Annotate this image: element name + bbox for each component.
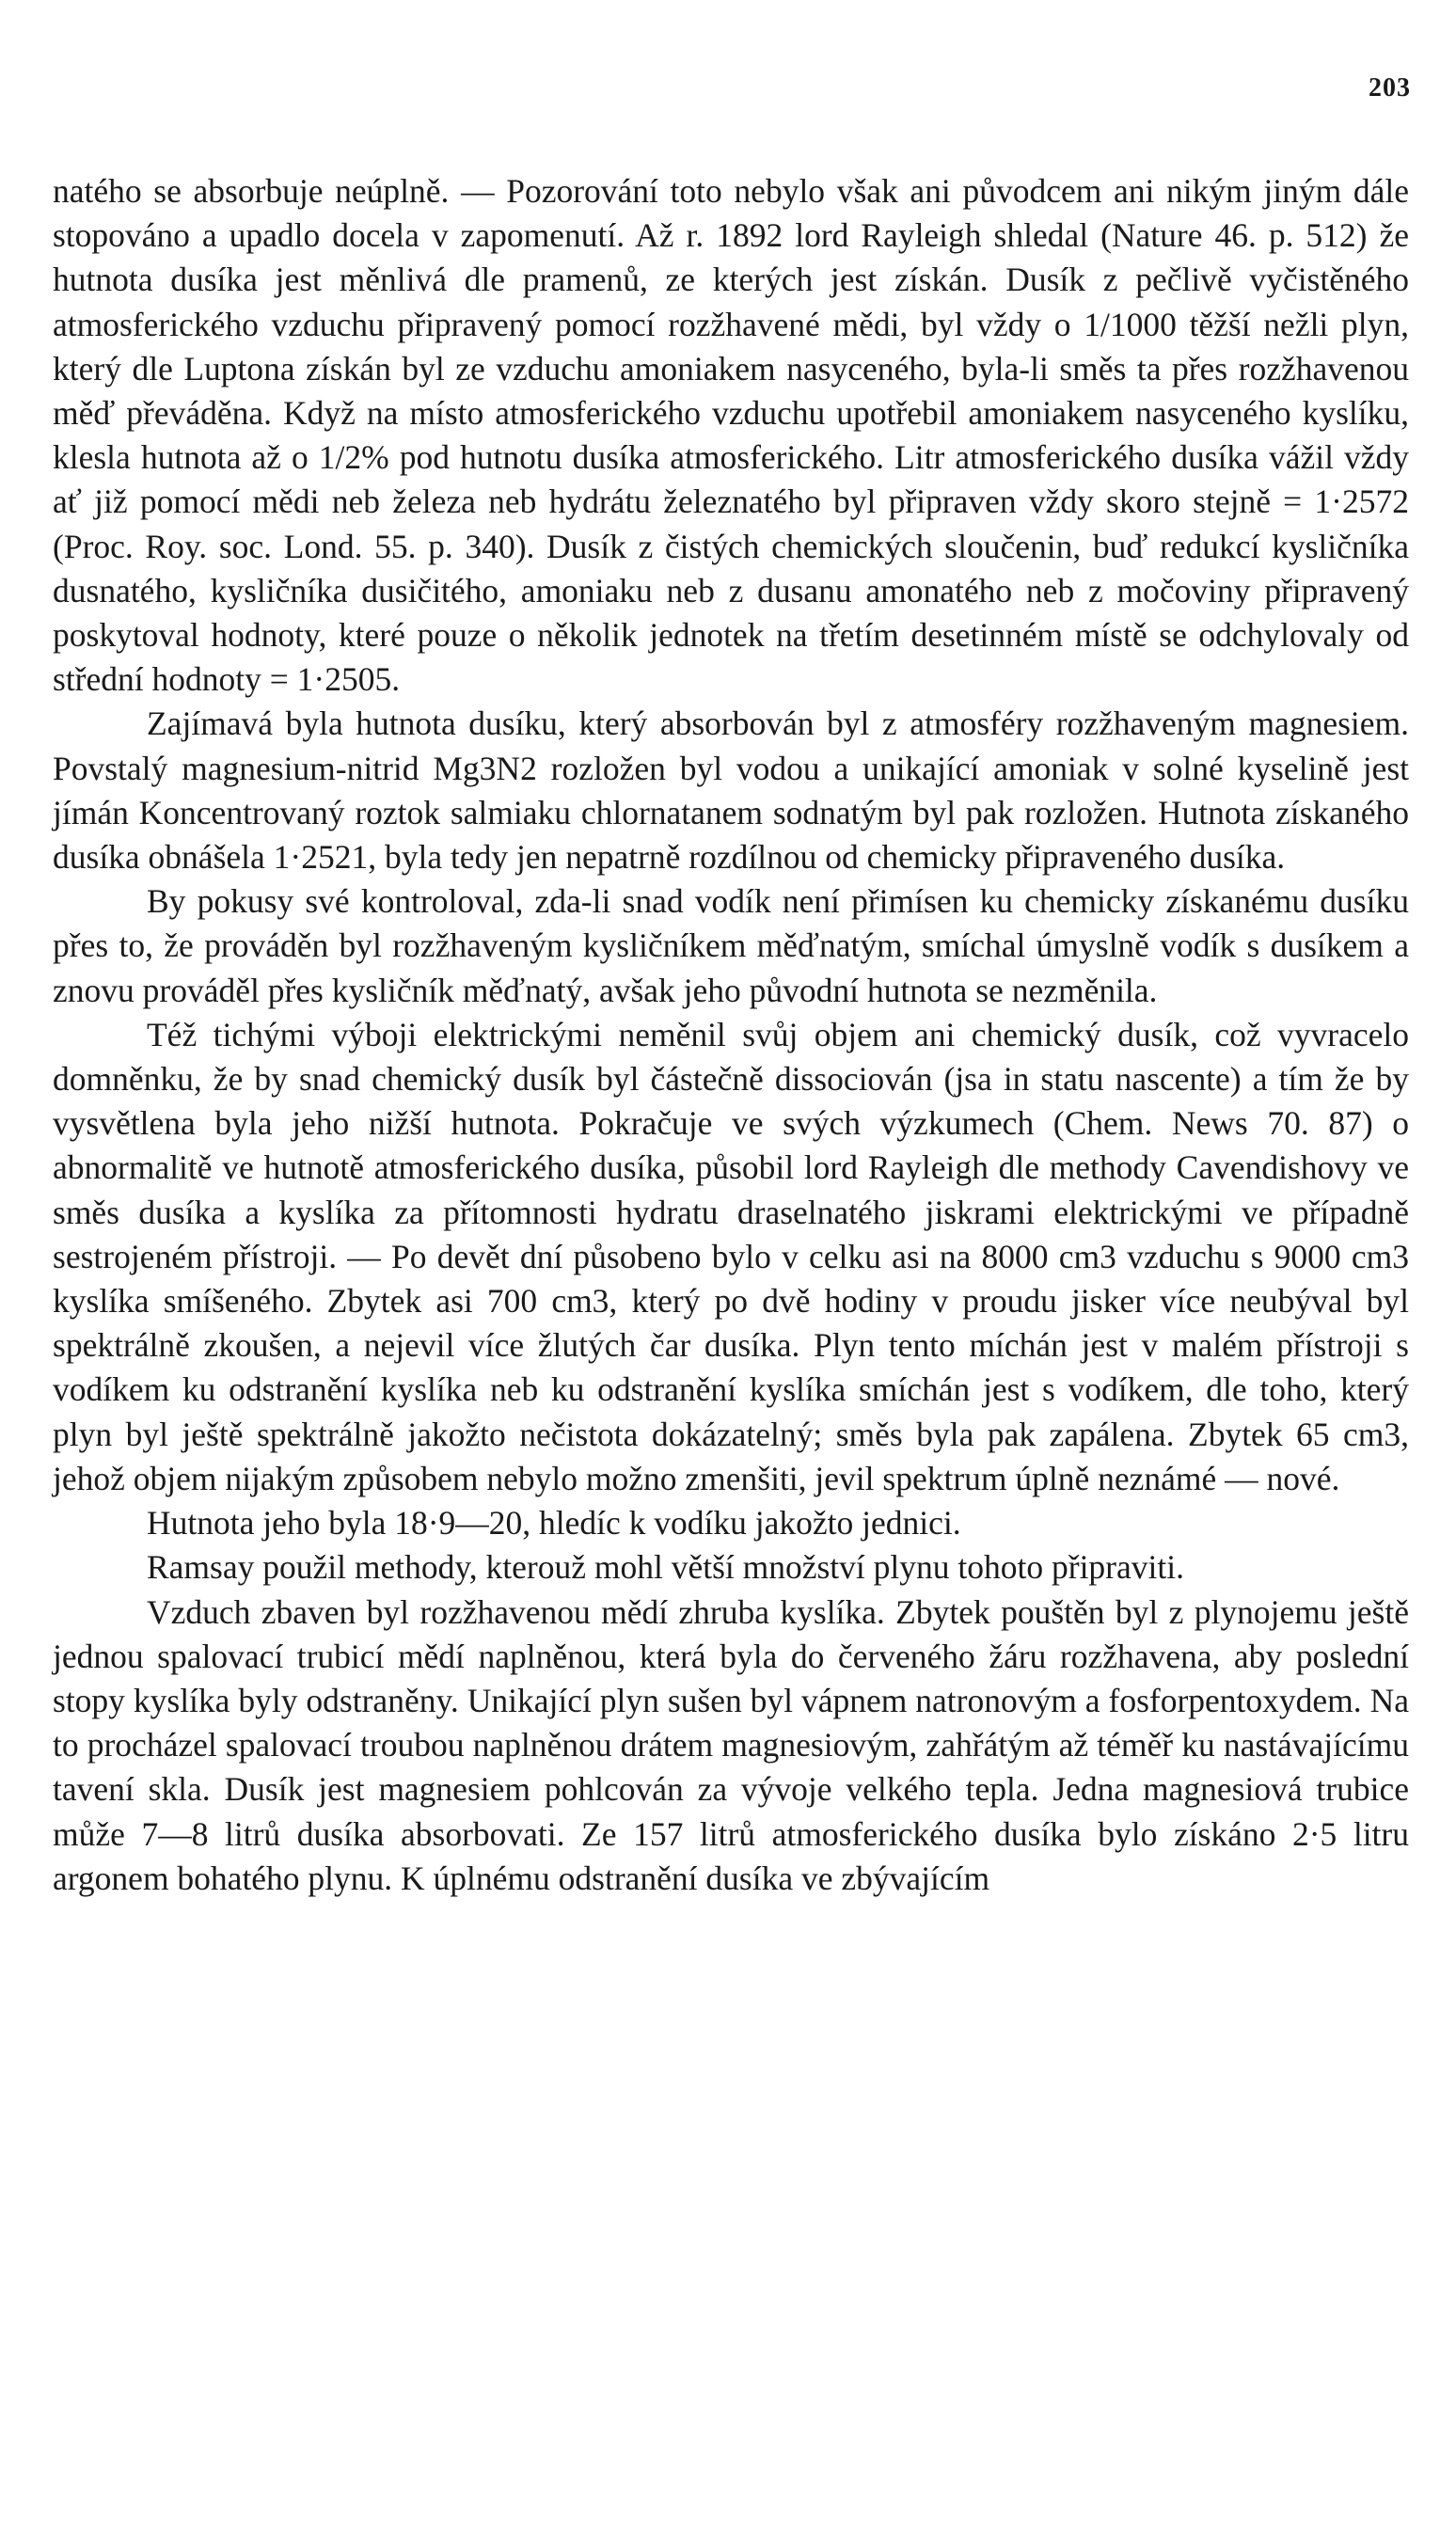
page-number: 203 xyxy=(1369,73,1411,103)
paragraph-6: Ramsay použil methody, kterouž mohl větší množství plynu tohoto připraviti. xyxy=(147,1548,1184,1587)
body-text xyxy=(53,169,1409,1901)
paragraph-2: Zajímavá byla hutnota dusíku, který absorbován byl z atmosféry rozžhaveným magnesiem. Povstalý magnesium-nitrid Mg3N2 rozložen byl vodou a unikající amoniak v solné kyselině jest jímán Koncentrovaný roztok salmiaku chlornatanem sodnatým byl pak rozložen. Hutnota získaného dusíka obnášela 1·2521, byla tedy jen nepatrně rozdílnou od chemicky připraveného dusíka. xyxy=(53,704,1409,877)
paragraph-5: Hutnota jeho byla 18·9—20, hledíc k vodíku jakožto jednici. xyxy=(147,1504,961,1543)
paragraph-4: Též tichými výboji elektrickými neměnil svůj objem ani chemický dusík, což vyvracelo domněnku, že by snad chemický dusík byl částečně dissociován (jsa in statu nascente) a tím že by vysvětlena byla jeho nižší hutnota. Pokračuje ve svých výzkumech (Chem. News 70. 87) o abnormalitě ve hutnotě atmosferického dusíka, působil lord Rayleigh dle methody Cavendishovy ve směs dusíka a kyslíka za přítomnosti hydratu draselnatého jiskrami elektrickými ve případně sestrojeném přístroji. — Po devět dní působeno bylo v celku asi na 8000 cm3 vzduchu s 9000 cm3 kyslíka smíšeného. Zbytek asi 700 cm3, který po dvě hodiny v proudu jisker více neubýval byl spektrálně zkoušen, a nejevil více žlutých čar dusíka. Plyn tento míchán jest v malém přístroji s vodíkem ku odstranění kyslíka neb ku odstranění kyslíka smíchán jest s vodíkem, dle toho, který plyn byl ještě spektrálně jakožto nečistota dokázatelný; směs byla pak zapálena. Zbytek 65 cm3, jehož objem nijakým způsobem nebylo možno zmenšiti, jevil spektrum úplně neznámé — nové. xyxy=(53,1015,1409,1497)
paragraph-3: By pokusy své kontroloval, zda-li snad vodík není přimísen ku chemicky získanému dusíku přes to, že prováděn byl rozžhaveným kysličníkem měďnatým, smíchal úmyslně vodík s dusíkem a znovu prováděl přes kysličník měďnatý, avšak jeho původní hutnota se nezměnila. xyxy=(53,882,1409,1009)
paragraph-1: natého se absorbuje neúplně. — Pozorování toto nebylo však ani původcem ani nikým jiným dále stopováno a upadlo docela v zapomenutí. Až r. 1892 lord Rayleigh shledal (Nature 46. p. 512) že hutnota dusíka jest měnlivá dle pramenů, ze kterých jest získán. Dusík z pečlivě vyčistěného atmosferického vzduchu připravený pomocí rozžhavené mědi, byl vždy o 1/1000 těžší nežli plyn, který dle Luptona získán byl ze vzduchu amoniakem nasyceného, byla-li směs ta přes rozžhavenou měď převáděna. Když na místo atmosferického vzduchu upotřebil amoniakem nasyceného kyslíku, klesla hutnota až o 1/2% pod hutnotu dusíka atmosferického. Litr atmosferického dusíka vážil vždy ať již pomocí mědi neb železa neb hydrátu železnatého byl připraven vždy skoro stejně = 1·2572 (Proc. Roy. soc. Lond. 55. p. 340). Dusík z čistých chemických sloučenin, buď redukcí kysličníka dusnatého, kysličníka dusičitého, amoniaku neb z dusanu amonatého neb z močoviny připravený poskytoval hodnoty, které pouze o několik jednotek na třetím desetinném místě se odchylovaly od střední hodnoty = 1·2505. xyxy=(53,172,1409,699)
paragraph-7: Vzduch zbaven byl rozžhavenou mědí zhruba kyslíka. Zbytek pouštěn byl z plynojemu ještě jednou spalovací trubicí mědí naplněnou, která byla do červeného žáru rozžhavena, aby poslední stopy kyslíka byly odstraněny. Unikající plyn sušen byl vápnem natronovým a fosforpentoxydem. Na to procházel spalovací troubou naplněnou drátem magnesiovým, zahřátým až téměř ku nastávajícímu tavení skla. Dusík jest magnesiem pohlcován za vývoje velkého tepla. Jedna magnesiová trubice může 7—8 litrů dusíka absorbovati. Ze 157 litrů atmosferického dusíka bylo získáno 2·5 litru argonem bohatého plynu. K úplnému odstranění dusíka ve zbývajícím xyxy=(53,1592,1409,1897)
